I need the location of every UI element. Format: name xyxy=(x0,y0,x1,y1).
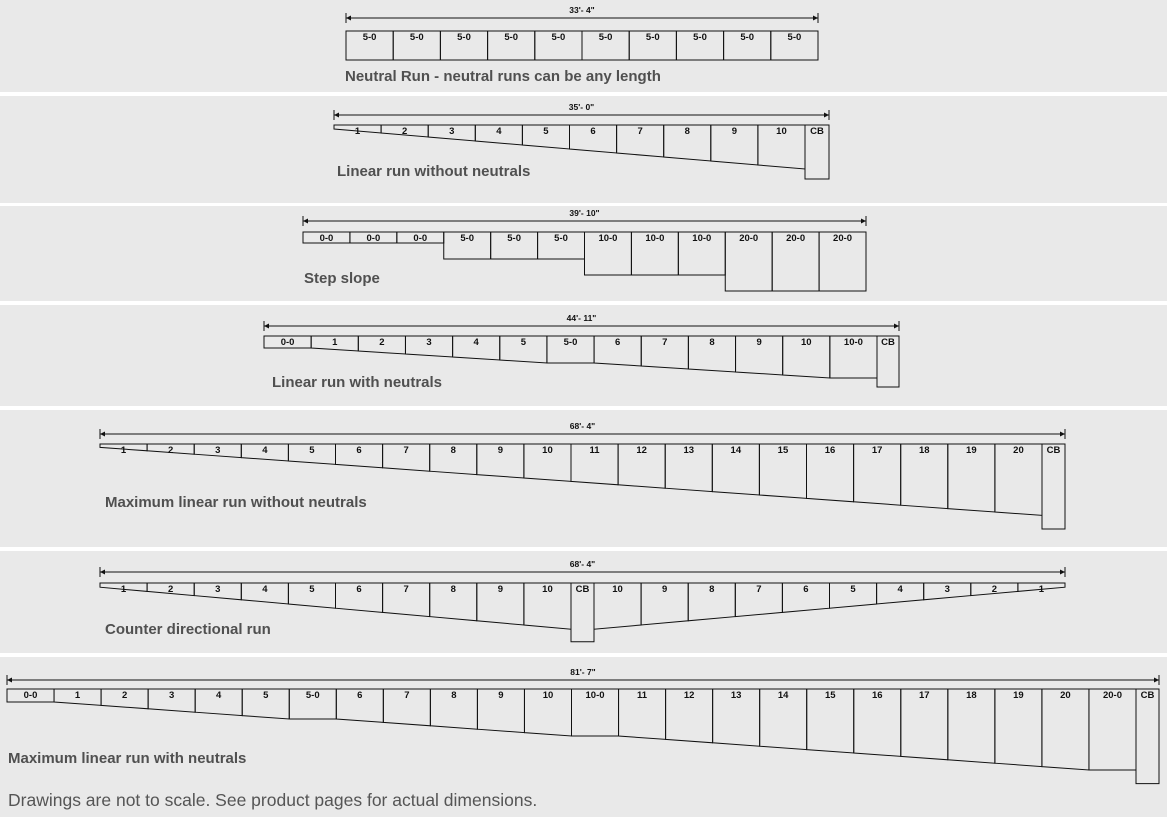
dimension-label: 81'- 7" xyxy=(570,667,596,677)
channel-segment-6-label: 5 xyxy=(520,337,526,348)
channel-segment-1-label: 1 xyxy=(354,126,361,137)
channel-segment-8-label: 6 xyxy=(357,690,363,701)
channel-segment-7-label: 7 xyxy=(637,126,643,137)
channel-segment-9-label: 9 xyxy=(497,445,503,456)
channel-segment-7-label: 7 xyxy=(403,584,409,595)
channel-segment-4-label: 5-0 xyxy=(504,32,519,43)
channel-segment-11-label: 9 xyxy=(756,337,762,348)
channel-segment-9-label: 9 xyxy=(497,584,503,595)
channel-segment-11-label: 11 xyxy=(589,445,600,456)
channel-segment-4-label: 4 xyxy=(496,126,502,137)
channel-segment-2-label: 2 xyxy=(168,445,174,456)
channel-segment-6-label: 6 xyxy=(356,584,362,595)
channel-segment-7-label: 10-0 xyxy=(598,233,618,244)
channel-segment-5-label: 4 xyxy=(216,690,222,701)
channel-segment-1-label: 1 xyxy=(120,445,127,456)
channel-segment-14-label: 14 xyxy=(730,445,742,456)
channel-segment-6-label: 5 xyxy=(263,690,269,701)
channel-segment-6-label: 6 xyxy=(590,126,596,137)
channel-segment-8-label: 8 xyxy=(450,584,456,595)
channel-segment-4-label: 3 xyxy=(426,337,432,348)
dimension-arrow-right xyxy=(824,113,829,118)
channel-segment-10-label: 10 xyxy=(542,584,553,595)
dimension-arrow-right xyxy=(894,324,899,329)
catch-basin-25 xyxy=(1136,689,1159,784)
channel-segment-9-label: 9 xyxy=(731,126,737,137)
channel-segment-2-label: 2 xyxy=(402,126,408,137)
dimension-arrow-right xyxy=(1060,570,1065,575)
caption-maximum-linear-run-without-neutrals: Maximum linear run without neutrals xyxy=(105,494,367,511)
channel-segment-23 xyxy=(1042,689,1089,770)
channel-segment-12-label: 10 xyxy=(542,690,554,701)
channel-segment-24 xyxy=(1089,689,1136,770)
channel-segment-4-label: 4 xyxy=(262,584,268,595)
channel-segment-20-label: 20 xyxy=(1013,445,1024,456)
channel-segment-5-label: 5 xyxy=(309,584,315,595)
channel-segment-3-label: 2 xyxy=(121,690,128,701)
caption-counter-directional-run: Counter directional run xyxy=(105,621,271,638)
channel-segment-15-label: 15 xyxy=(777,445,789,456)
channel-segment-13-label: 13 xyxy=(683,445,695,456)
channel-segment-7-label: 5-0 xyxy=(645,32,660,43)
caption-neutral-run: Neutral Run - neutral runs can be any length xyxy=(345,68,661,85)
channel-segment-14-label: 11 xyxy=(637,690,648,701)
catch-basin-21 xyxy=(1042,444,1065,529)
channel-segment-13-label: 10-0 xyxy=(843,337,863,348)
channel-segment-1-label: 0-0 xyxy=(23,690,38,701)
channel-segment-7-label: 5-0 xyxy=(563,337,578,348)
dimension-arrow-left xyxy=(100,432,105,437)
caption-step-slope: Step slope xyxy=(304,270,380,287)
channel-segment-10-label: 10 xyxy=(776,126,787,137)
catch-basin-21-label: CB xyxy=(1046,445,1061,456)
channel-segment-1-label: 0-0 xyxy=(280,337,295,348)
band-neutral-run xyxy=(0,0,1167,92)
channel-segment-12-label: 12 xyxy=(636,445,647,456)
diagram-maximum-linear-run-without-neutrals xyxy=(0,410,1167,547)
catch-basin-25-label: CB xyxy=(1140,690,1155,701)
channel-segment-15-label: 12 xyxy=(683,690,695,701)
dimension-label: 35'- 0" xyxy=(568,102,595,112)
channel-segment-13-label: 9 xyxy=(662,584,668,595)
channel-segment-15-label: 7 xyxy=(756,584,762,595)
channel-segment-12-label: 10 xyxy=(800,337,812,348)
channel-segment-9-label: 7 xyxy=(662,337,668,348)
channel-segment-19-label: 16 xyxy=(871,690,883,701)
channel-segment-2-label: 1 xyxy=(74,690,81,701)
channel-segment-17-label: 5 xyxy=(850,584,856,595)
channel-segment-10-label: 20-0 xyxy=(739,233,759,244)
channel-segment-4-label: 4 xyxy=(262,445,268,456)
channel-segment-1-label: 0-0 xyxy=(319,233,334,244)
channel-segment-12-label: 20-0 xyxy=(833,233,853,244)
channel-segment-10-label: 10 xyxy=(542,445,553,456)
channel-segment-8-label: 8 xyxy=(450,445,456,456)
band-counter-directional-run xyxy=(0,551,1167,653)
band-linear-run-without-neutrals xyxy=(0,96,1167,203)
channel-segment-10-label: 5-0 xyxy=(787,32,802,43)
channel-segment-9-label: 5-0 xyxy=(740,32,755,43)
channel-segment-21-label: 18 xyxy=(966,690,977,701)
dimension-arrow-right xyxy=(1060,432,1065,437)
dimension-arrow-left xyxy=(346,16,351,21)
channel-segment-17-label: 14 xyxy=(777,690,789,701)
channel-segment-7-label: 7 xyxy=(403,445,409,456)
channel-segment-24-label: 20-0 xyxy=(1102,690,1122,701)
channel-segment-5-label: 5-0 xyxy=(507,233,521,244)
dimension-arrow-left xyxy=(334,113,339,118)
channel-segment-22-label: 19 xyxy=(1013,690,1024,701)
channel-segment-4-label: 5-0 xyxy=(460,233,475,244)
channel-segment-6-label: 5-0 xyxy=(554,233,568,244)
channel-segment-18-label: 15 xyxy=(824,690,836,701)
channel-segment-13-label: 10-0 xyxy=(585,690,605,701)
channel-segment-10-label: 8 xyxy=(451,690,457,701)
channel-segment-8-label: 10-0 xyxy=(645,233,665,244)
channel-segment-5-label: 5 xyxy=(543,126,549,137)
catch-basin-14-label: CB xyxy=(881,337,895,348)
channel-segment-5-label: 4 xyxy=(473,337,479,348)
channel-segment-19-label: 3 xyxy=(944,584,950,595)
channel-segment-3-label: 0-0 xyxy=(413,233,428,244)
footnote: Drawings are not to scale. See product pages for actual dimensions. xyxy=(8,790,538,810)
channel-segment-11-label: 9 xyxy=(498,690,504,701)
channel-segment-16-label: 6 xyxy=(803,584,809,595)
channel-segment-9-label: 7 xyxy=(404,690,410,701)
channel-segment-3-label: 2 xyxy=(379,337,385,348)
channel-segment-8-label: 8 xyxy=(684,126,690,137)
dimension-arrow-left xyxy=(100,570,105,575)
caption-linear-run-with-neutrals: Linear run with neutrals xyxy=(272,374,443,391)
channel-segment-8-label: 6 xyxy=(615,337,621,348)
channel-segment-11-label: 20-0 xyxy=(786,233,806,244)
channel-segment-19-label: 19 xyxy=(966,445,977,456)
channel-segment-18-label: 4 xyxy=(897,584,903,595)
channel-segment-18-label: 18 xyxy=(918,445,930,456)
dimension-label: 68'- 4" xyxy=(569,421,596,431)
caption-maximum-linear-run-with-neutrals: Maximum linear run with neutrals xyxy=(8,750,247,767)
band-linear-run-with-neutrals xyxy=(0,305,1167,406)
diagram-linear-run-without-neutrals xyxy=(0,96,1167,203)
channel-segment-2-label: 0-0 xyxy=(366,233,381,244)
dimension-arrow-left xyxy=(303,219,308,224)
channel-segment-16-label: 16 xyxy=(824,445,836,456)
channel-segment-2-label: 2 xyxy=(168,584,174,595)
dimension-arrow-right xyxy=(1154,678,1159,683)
channel-segment-3-label: 3 xyxy=(215,445,221,456)
band-step-slope xyxy=(0,206,1167,301)
channel-segment-20-label: 2 xyxy=(991,584,997,595)
channel-segment-16-label: 13 xyxy=(730,690,742,701)
dimension-arrow-right xyxy=(861,219,866,224)
channel-segment-3-label: 3 xyxy=(449,126,455,137)
band-maximum-linear-run-without-neutrals xyxy=(0,410,1167,547)
catch-basin-11-label: CB xyxy=(810,126,824,137)
diagram-step-slope xyxy=(0,206,1167,301)
channel-segment-9-label: 10-0 xyxy=(692,233,712,244)
dimension-label: 39'- 10" xyxy=(569,208,600,218)
channel-segment-20-label: 17 xyxy=(919,690,930,701)
dimension-arrow-left xyxy=(264,324,269,329)
channel-segment-3-label: 5-0 xyxy=(457,32,471,43)
diagram-linear-run-with-neutrals xyxy=(0,305,1167,406)
channel-segment-21-label: 1 xyxy=(1038,584,1045,595)
channel-segment-2-label: 1 xyxy=(332,337,338,348)
caption-linear-run-without-neutrals: Linear run without neutrals xyxy=(337,163,531,180)
channel-segment-3-label: 3 xyxy=(215,584,221,595)
channel-segment-14-label: 8 xyxy=(709,584,715,595)
dimension-arrow-right xyxy=(813,16,818,21)
channel-segment-17-label: 17 xyxy=(871,445,883,456)
channel-segment-5-label: 5-0 xyxy=(551,32,566,43)
dimension-label: 33'- 4" xyxy=(569,5,595,15)
channel-segment-5-label: 5 xyxy=(309,445,315,456)
channel-segment-12-label: 10 xyxy=(612,584,623,595)
channel-segment-2-label: 5-0 xyxy=(409,32,424,43)
catch-basin-11-label: CB xyxy=(575,584,590,595)
dimension-label: 44'- 11" xyxy=(566,313,597,323)
dimension-arrow-left xyxy=(7,678,12,683)
channel-segment-23-label: 20 xyxy=(1060,690,1071,701)
channel-segment-1-label: 1 xyxy=(120,584,127,595)
channel-segment-6-label: 5-0 xyxy=(598,32,613,43)
channel-segment-10-label: 8 xyxy=(709,337,715,348)
channel-segment-4-label: 3 xyxy=(168,690,175,701)
dimension-label: 68'- 4" xyxy=(569,559,596,569)
channel-segment-8-label: 5-0 xyxy=(693,32,707,43)
channel-segment-1-label: 5-0 xyxy=(362,32,377,43)
channel-segment-6-label: 6 xyxy=(356,445,362,456)
channel-segment-7-label: 5-0 xyxy=(305,690,320,701)
